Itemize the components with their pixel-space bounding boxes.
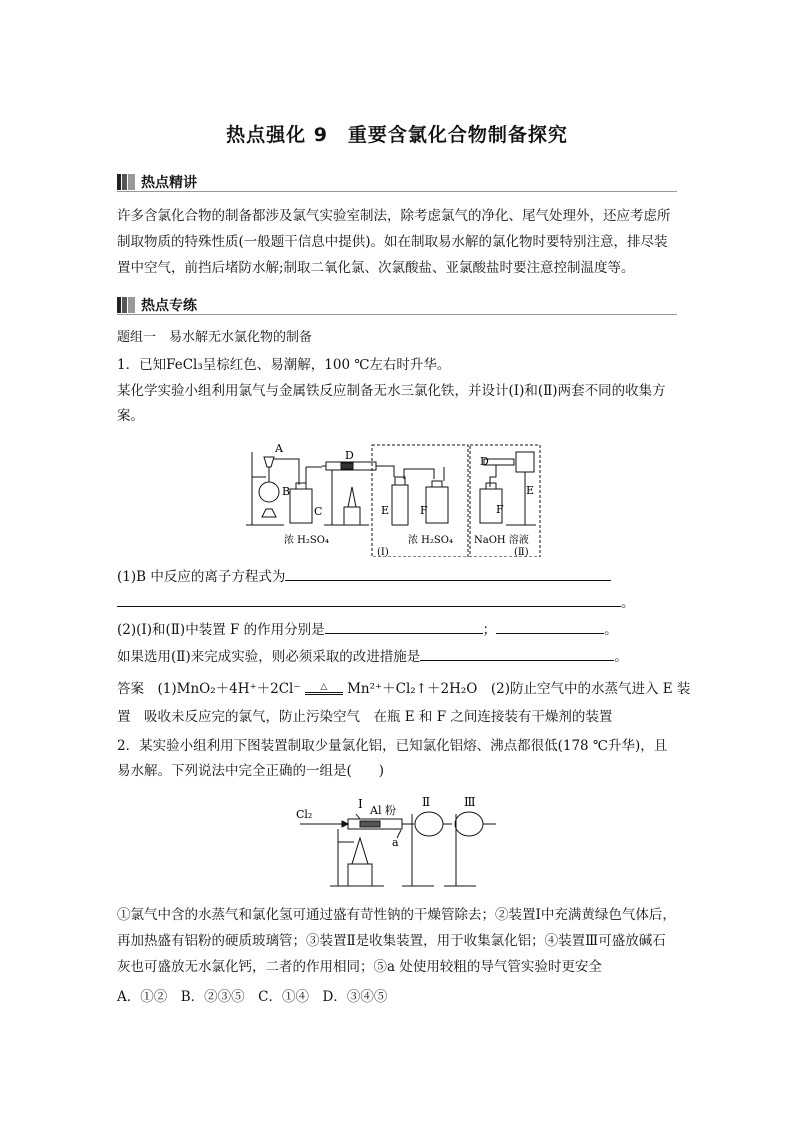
q1-answer-line2: 置 吸收未反应完的氯气，防止污染空气 在瓶 E 和 F 之间连接装有干燥剂的装置	[117, 709, 613, 725]
q2-choices: A．①② B．②③⑤ C．①④ D．③④⑤	[117, 989, 388, 1005]
section-marker-icon	[117, 174, 135, 190]
q1-part2-sep: ；	[482, 622, 497, 638]
section-heading-practice	[117, 295, 677, 315]
fig1-label-C: C	[314, 505, 323, 518]
q2-statements: ①氯气中含的水蒸气和氯化氢可通过盛有苛性钠的干燥管除去；②装置Ⅰ中充满黄绿色气体后，再加热盛有铝粉的硬质玻璃管；③装置Ⅱ是收集装置，用于收集氯化铝；④装置Ⅲ可盛放碱石灰也可盛放无水氯化钙，二者的作用相同；⑤a 处使用较粗的导气管实验时更安全	[117, 907, 676, 975]
q1-answer-line1	[117, 678, 690, 700]
q1-stem-1: 1．已知FeCl₃呈棕红色、易潮解，100 ℃左右时升华。	[117, 357, 451, 373]
fig1-label-acid2: 浓 H₂SO₄	[408, 535, 453, 546]
answer-blank	[285, 566, 611, 581]
page-title: 热点强化 9 重要含氯化合物制备探究	[226, 124, 568, 146]
fig1-label-E: E	[381, 504, 390, 517]
q1-stem-2: 某化学实验小组利用氯气与金属铁反应制备无水三氯化铁，并设计(Ⅰ)和(Ⅱ)两套不同的收集方案。	[117, 383, 666, 424]
heat-condition-arrow: △	[305, 682, 343, 695]
fig1-label-B: B	[282, 485, 291, 498]
q1-part1-cont	[117, 592, 635, 614]
fig1-label-naoh: NaOH 溶液	[474, 535, 529, 546]
apparatus-figure-1	[244, 437, 544, 557]
section-marker-icon	[117, 297, 135, 313]
q1-part3	[117, 646, 628, 668]
fig1-label-acid1: 浓 H₂SO₄	[284, 535, 329, 546]
section-heading-key-points	[117, 172, 677, 192]
fig1-label-set2: (Ⅱ)	[514, 547, 529, 557]
fig2-label-I: Ⅰ	[358, 797, 363, 811]
fig1-label-A: A	[275, 442, 283, 455]
q1-part1	[117, 566, 611, 588]
fig2-label-al: Al 粉	[370, 804, 396, 817]
apparatus-figure-2	[294, 794, 504, 894]
answer-blank	[117, 592, 621, 607]
section-rule	[117, 314, 677, 315]
answer-blank	[496, 619, 604, 634]
fig2-label-a: a	[392, 836, 399, 849]
answer-eq-right: Mn²⁺＋Cl₂↑＋2H₂O (2)防止空气中的水蒸气进入 E 装	[347, 681, 691, 697]
q1-part2-text: (2)(Ⅰ)和(Ⅱ)中装置 F 的作用分别是	[117, 622, 325, 638]
answer-blank	[325, 619, 483, 634]
group-heading: 题组一 易水解无水氯化物的制备	[117, 330, 313, 345]
q1-part2-end: 。	[604, 622, 618, 638]
section-heading-text: 热点专练	[141, 298, 197, 314]
fig1-label-F2: F	[496, 503, 504, 516]
answer-blank	[420, 646, 614, 661]
fig2-label-cl2: Cl₂	[296, 808, 313, 821]
fig1-label-D: D	[345, 449, 354, 462]
answer-eq-left: (1)MnO₂＋4H⁺＋2Cl⁻	[157, 681, 301, 697]
q1-part1-end: 。	[621, 595, 635, 611]
q2-stem-2: 易水解。下列说法中完全正确的一组是( )	[117, 763, 385, 779]
fig1-label-F: F	[420, 504, 428, 517]
fig2-label-II: Ⅱ	[422, 795, 431, 809]
section-heading-text: 热点精讲	[141, 175, 197, 191]
q1-part2	[117, 619, 618, 641]
q1-part3-end: 。	[614, 649, 628, 665]
intro-paragraph: 许多含氯化合物的制备都涉及氯气实验室制法，除考虑氯气的净化、尾气处理外，还应考虑所制取物质的特殊性质(一般题干信息中提供)。如在制取易水解的氯化物时要特别注意，排尽装置中空气，前挡后堵防水解;制取二氧化氯、次氯酸盐、亚氯酸盐时要注意控制温度等。	[117, 208, 671, 276]
answer-label: 答案	[117, 681, 144, 697]
q2-stem-1: 2．某实验小组利用下图装置制取少量氯化铝，已知氯化铝熔、沸点都很低(178 ℃升华)，且	[117, 738, 668, 754]
fig1-label-set1: (Ⅰ)	[377, 547, 389, 557]
q1-part3-text: 如果选用(Ⅱ)来完成实验，则必须采取的改进措施是	[117, 649, 421, 665]
section-rule	[117, 191, 677, 192]
fig1-label-E2: E	[526, 484, 535, 497]
fig1-label-D2: D	[480, 455, 489, 468]
q1-part1-text: (1)B 中反应的离子方程式为	[117, 569, 286, 585]
fig2-label-III: Ⅲ	[464, 795, 476, 809]
